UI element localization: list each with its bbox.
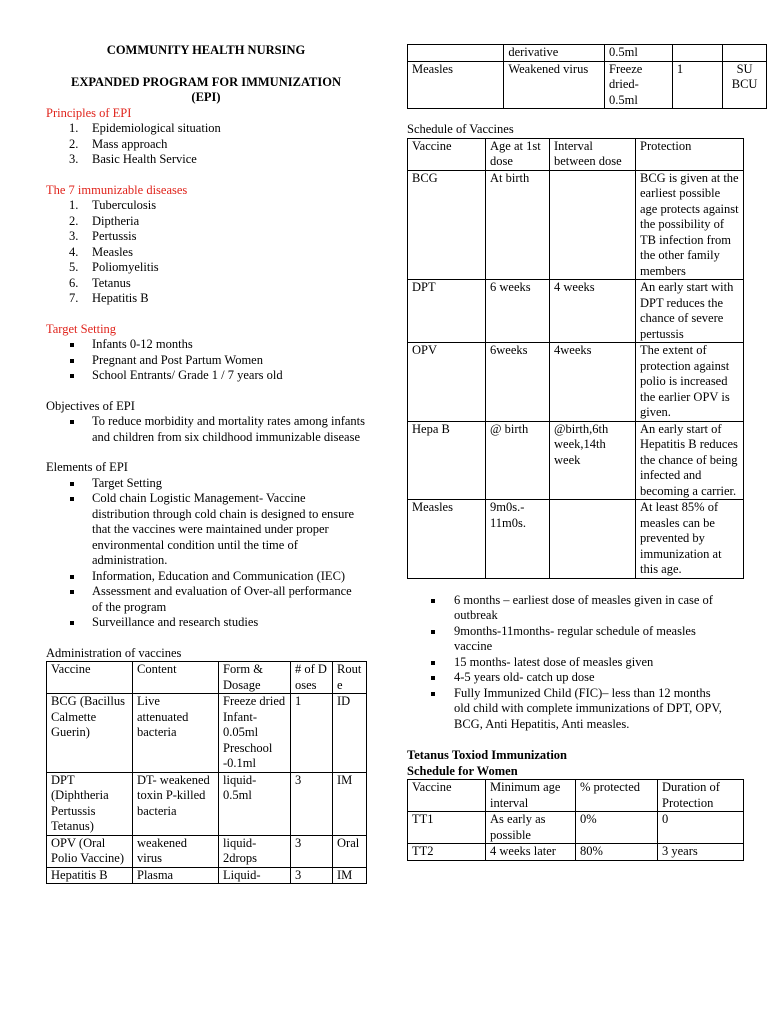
table-cell: 1 [291, 694, 333, 773]
table-cell: 80% [576, 844, 658, 861]
table-cell: Plasma [133, 867, 219, 884]
principles-heading: Principles of EPI [46, 105, 132, 120]
table-header-cell: Duration of Protection [658, 780, 744, 812]
table-cell [672, 45, 722, 62]
table-cell: Hepatitis B [47, 867, 133, 884]
table-row [408, 170, 744, 280]
table-cell: derivative [504, 45, 605, 62]
table-cell: 4 weeks later [486, 844, 576, 861]
admin-table-continued [407, 44, 767, 109]
elements-heading: Elements of EPI [46, 460, 128, 474]
list-item: 4. Measles [69, 244, 133, 259]
table-cell: 6weeks [486, 343, 550, 422]
target-heading: Target Setting [46, 321, 117, 336]
objectives-list [46, 414, 366, 445]
table-cell: 3 [291, 772, 333, 835]
table-header-cell: % protected [576, 780, 658, 812]
table-header-cell: Minimum age interval [486, 780, 576, 812]
table-header-row [408, 780, 744, 812]
table-cell: TT1 [408, 812, 486, 844]
table-header-row [47, 662, 367, 694]
table-cell [408, 45, 504, 62]
table-cell: DT- weakened toxin P-killed bacteria [133, 772, 219, 835]
left-column [46, 0, 366, 884]
list-item: Surveillance and research studies [46, 615, 361, 631]
table-row [408, 280, 744, 343]
list-item: 1. Epidemiological situation [69, 121, 221, 135]
schedule-heading: Schedule of Vaccines [407, 122, 514, 136]
table-row [408, 421, 744, 500]
list-item: 6. Tetanus [69, 275, 131, 290]
table-header-cell: Vaccine [408, 138, 486, 170]
table-row [408, 500, 744, 579]
table-cell: SU BCU [723, 61, 767, 109]
list-item: Infants 0-12 months [46, 337, 366, 353]
table-cell: OPV (Oral Polio Vaccine) [47, 835, 133, 867]
admin-table [46, 661, 367, 884]
table-row [47, 867, 367, 884]
table-cell: Measles [408, 61, 504, 109]
table-header-cell: Content [133, 662, 219, 694]
diseases-list [46, 198, 366, 307]
table-cell [550, 500, 636, 579]
table-cell: 0% [576, 812, 658, 844]
table-row [408, 343, 744, 422]
list-item: To reduce morbidity and mortality rates among infants and children from six childhood immunizable disease [46, 414, 366, 445]
right-column [407, 0, 758, 858]
table-row [408, 844, 744, 861]
tetanus-table [407, 779, 744, 861]
list-item: Information, Education and Communication (IEC) [46, 569, 361, 585]
list-item: 2. Diptheria [69, 213, 140, 228]
table-cell: An early start of Hepatitis B reduces the chance of being infected and becoming a carrier. [636, 421, 744, 500]
list-item: Target Setting [46, 476, 361, 492]
diseases-heading: The 7 immunizable diseases [46, 182, 188, 197]
table-header-cell: Route [333, 662, 367, 694]
table-row [408, 45, 767, 62]
list-item: Pregnant and Post Partum Women [46, 353, 366, 369]
table-cell: liquid- 2drops [219, 835, 291, 867]
list-item: 6 months – earliest dose of measles given in case of outbreak [407, 593, 727, 624]
table-cell: BCG is given at the earliest possible age protects against the possibility of TB infection from the other family members [636, 170, 744, 280]
table-cell: Hepa B [408, 421, 486, 500]
table-cell: 3 [291, 835, 333, 867]
table-cell [723, 45, 767, 62]
table-cell: weakened virus [133, 835, 219, 867]
list-item: 4-5 years old- catch up dose [407, 670, 727, 686]
table-header-cell: Vaccine [47, 662, 133, 694]
table-header-cell: # of Doses [291, 662, 333, 694]
table-cell: TT2 [408, 844, 486, 861]
table-cell: ID [333, 694, 367, 773]
list-item: Assessment and evaluation of Over-all performance of the program [46, 584, 361, 615]
list-item: 3. Basic Health Service [69, 152, 197, 166]
table-cell: BCG (Bacillus Calmette Guerin) [47, 694, 133, 773]
table-cell: BCG [408, 170, 486, 280]
table-cell: Weakened virus [504, 61, 605, 109]
list-item: 2. Mass approach [69, 136, 168, 151]
table-cell: IM [333, 867, 367, 884]
list-item: Fully Immunized Child (FIC)– less than 12 months old child with complete immunizations of DPT, OPV, BCG, Anti Hepatitis, Anti measles. [407, 686, 727, 733]
list-item: 1. Tuberculosis [69, 198, 157, 212]
program-abbrev: (EPI) [191, 90, 221, 104]
table-cell: IM [333, 772, 367, 835]
table-cell: 0 [658, 812, 744, 844]
table-cell: Oral [333, 835, 367, 867]
table-cell: 0.5ml [605, 45, 673, 62]
table-cell: 9m0s.- 11m0s. [486, 500, 550, 579]
table-cell: At birth [486, 170, 550, 280]
table-header-row [408, 138, 744, 170]
table-cell [550, 170, 636, 280]
table-row [47, 694, 367, 773]
list-item: Cold chain Logistic Management- Vaccine distribution through cold chain is designed to ensure that the vaccines were maintained under proper environmental condition until the time of administration. [46, 491, 361, 569]
tetanus-heading-line1: Tetanus Toxiod Immunization [407, 748, 568, 762]
program-title: EXPANDED PROGRAM FOR IMMUNIZATION [70, 74, 341, 89]
table-cell: @birth,6th week,14th week [550, 421, 636, 500]
table-cell: @ birth [486, 421, 550, 500]
admin-heading: Administration of vaccines [46, 645, 182, 660]
list-item: 3. Pertussis [69, 229, 137, 243]
measles-notes-list [407, 593, 727, 733]
elements-list [46, 476, 361, 631]
table-cell: An early start with DPT reduces the chance of severe pertussis [636, 280, 744, 343]
table-row [408, 61, 767, 109]
table-cell: 1 [672, 61, 722, 109]
table-row [408, 812, 744, 844]
target-list [46, 337, 366, 384]
page-title: COMMUNITY HEALTH NURSING [106, 43, 306, 57]
table-cell: Freeze dried- 0.5ml [605, 61, 673, 109]
tetanus-heading-line2: Schedule for Women [407, 763, 518, 778]
table-cell: The extent of protection against polio is increased the earlier OPV is given. [636, 343, 744, 422]
table-header-cell: Protection [636, 138, 744, 170]
table-cell: Live attenuated bacteria [133, 694, 219, 773]
table-cell: 3 [291, 867, 333, 884]
table-cell: Freeze dried Infant- 0.05ml Preschool -0.1ml [219, 694, 291, 773]
list-item: 5. Poliomyelitis [69, 260, 159, 274]
table-header-cell: Form & Dosage [219, 662, 291, 694]
table-cell: 3 years [658, 844, 744, 861]
table-header-cell: Interval between dose [550, 138, 636, 170]
table-cell: liquid- 0.5ml [219, 772, 291, 835]
table-cell: 4 weeks [550, 280, 636, 343]
table-header-cell: Age at 1st dose [486, 138, 550, 170]
table-cell: OPV [408, 343, 486, 422]
table-row [47, 772, 367, 835]
table-cell: At least 85% of measles can be prevented by immunization at this age. [636, 500, 744, 579]
table-cell: 4weeks [550, 343, 636, 422]
list-item: 9months-11months- regular schedule of measles vaccine [407, 624, 727, 655]
table-cell: DPT [408, 280, 486, 343]
list-item: 7. Hepatitis B [69, 291, 149, 305]
table-cell: Measles [408, 500, 486, 579]
schedule-table [407, 138, 744, 579]
table-header-cell: Vaccine [408, 780, 486, 812]
table-cell: Liquid- [219, 867, 291, 884]
objectives-heading: Objectives of EPI [46, 398, 135, 413]
table-cell: 6 weeks [486, 280, 550, 343]
list-item: School Entrants/ Grade 1 / 7 years old [46, 368, 366, 384]
table-row [47, 835, 367, 867]
list-item: 15 months- latest dose of measles given [407, 655, 727, 671]
table-cell: DPT (Diphtheria Pertussis Tetanus) [47, 772, 133, 835]
table-cell: As early as possible [486, 812, 576, 844]
principles-list [46, 121, 366, 168]
